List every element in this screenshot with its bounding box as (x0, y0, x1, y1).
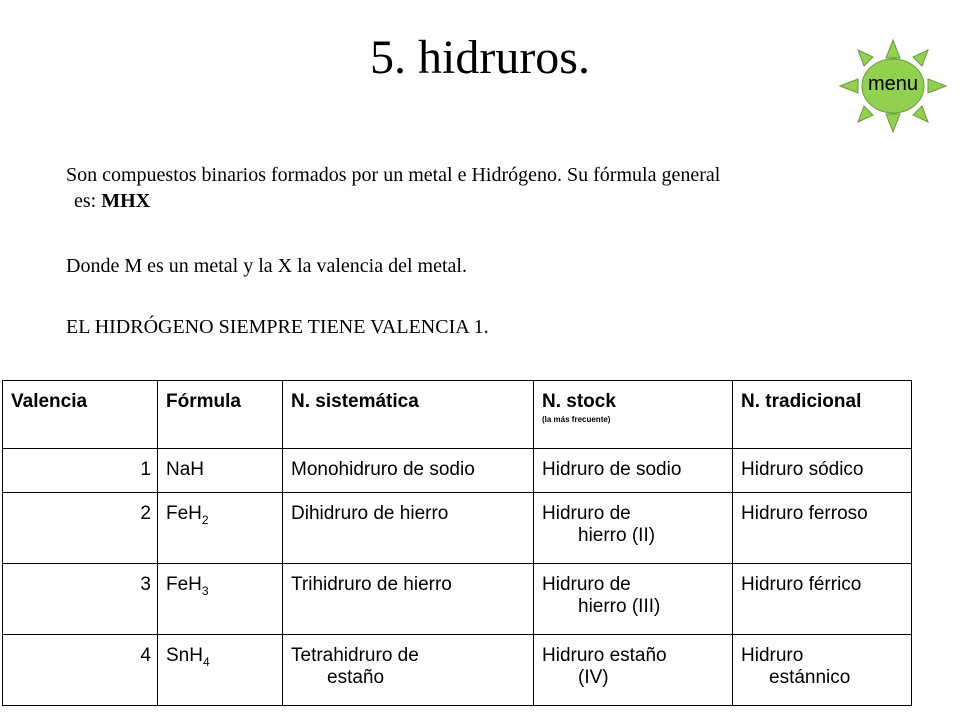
intro-paragraph-1 (66, 162, 896, 214)
cell-tradicional: Hidruro férrico (733, 564, 912, 635)
sistematica-line-2: estaño (327, 667, 385, 688)
table-row (3, 493, 912, 564)
page-title: 5. hidruros. (370, 31, 590, 84)
cell-tradicional: Hidruro sódico (733, 449, 912, 493)
cell-sistematica (283, 635, 534, 706)
tradicional-line-1: Hidruro (741, 645, 804, 666)
cell-stock: Hidruro de sodio (534, 449, 733, 493)
cell-stock (534, 635, 733, 706)
table-header-row (3, 381, 912, 449)
tradicional-line-2: estánnico (769, 667, 851, 688)
header-valencia: Valencia (3, 381, 158, 449)
table-row (3, 635, 912, 706)
menu-label: menu (867, 73, 919, 95)
header-tradicional: N. tradicional (733, 381, 912, 449)
cell-valencia: 3 (3, 564, 158, 635)
stock-line-1: Hidruro estaño (542, 645, 667, 666)
general-formula: MHX (101, 190, 151, 212)
header-sistematica: N. sistemática (283, 381, 534, 449)
intro-line-1: Son compuestos binarios formados por un metal e Hidrógeno. Su fórmula general (66, 164, 721, 186)
cell-valencia: 4 (3, 635, 158, 706)
stock-line-2: hierro (II) (578, 525, 656, 546)
header-stock (534, 381, 733, 449)
cell-formula (158, 564, 283, 635)
cell-tradicional: Hidruro ferroso (733, 493, 912, 564)
formula-base: SnH (166, 645, 203, 666)
formula-subscript: 4 (202, 654, 210, 669)
intro-paragraph-2: Donde M es un metal y la X la valencia del metal. (66, 255, 467, 277)
header-stock-note: (la más frecuente) (542, 415, 611, 424)
intro-paragraph-3: EL HIDRÓGENO SIEMPRE TIENE VALENCIA 1. (66, 316, 489, 338)
table-row (3, 449, 912, 493)
formula-base: FeH (166, 574, 202, 595)
formula-base: FeH (166, 503, 202, 524)
cell-stock (534, 493, 733, 564)
cell-formula (158, 449, 283, 493)
header-stock-label: N. stock (542, 391, 616, 412)
cell-sistematica: Trihidruro de hierro (283, 564, 534, 635)
sistematica-line-1: Tetrahidruro de (291, 645, 419, 666)
formula-subscript: 3 (201, 583, 209, 598)
formula-subscript: 2 (201, 512, 209, 527)
cell-valencia: 2 (3, 493, 158, 564)
stock-line-2: hierro (III) (578, 596, 661, 617)
cell-sistematica: Dihidruro de hierro (283, 493, 534, 564)
cell-tradicional (733, 635, 912, 706)
header-formula: Fórmula (158, 381, 283, 449)
cell-formula (158, 493, 283, 564)
table-row (3, 564, 912, 635)
stock-line-1: Hidruro de (542, 503, 631, 524)
stock-line-1: Hidruro de (542, 574, 631, 595)
intro-line-2: es: (74, 190, 102, 212)
cell-sistematica: Monohidruro de sodio (283, 449, 534, 493)
cell-stock (534, 564, 733, 635)
formula-base: NaH (166, 459, 205, 480)
hydrides-table (2, 380, 912, 706)
stock-line-2: (IV) (578, 667, 609, 688)
cell-valencia: 1 (3, 449, 158, 493)
menu-button[interactable] (838, 36, 948, 136)
cell-formula (158, 635, 283, 706)
